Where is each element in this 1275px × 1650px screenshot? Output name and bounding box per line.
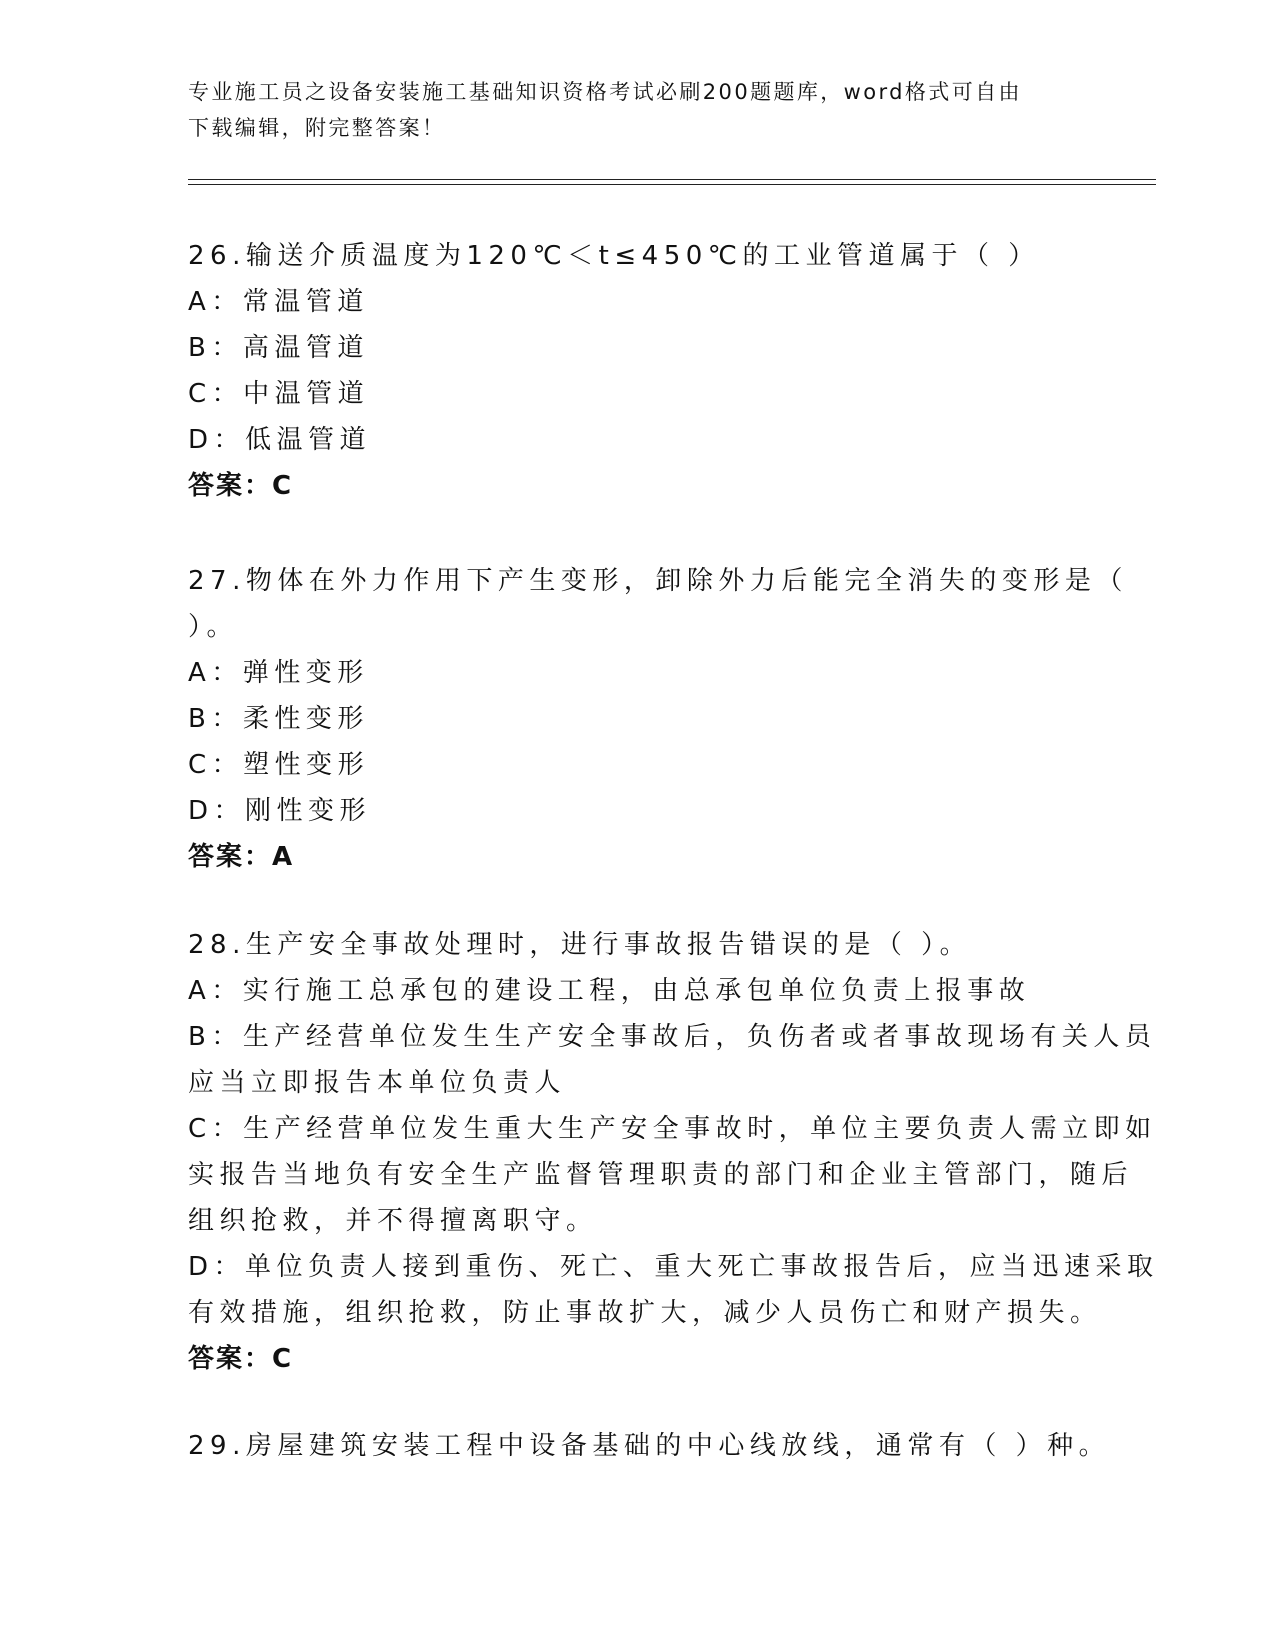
option-c: C：生产经营单位发生重大生产安全事故时，单位主要负责人需立即如 <box>188 1114 1157 1144</box>
header-divider-top <box>188 179 1156 180</box>
option-d-continued: 有效措施，组织抢救，防止事故扩大，减少人员伤亡和财产损失。 <box>188 1298 1102 1328</box>
question-stem: 27.物体在外力作用下产生变形，卸除外力后能完全消失的变形是（ <box>188 566 1128 596</box>
option-c-continued: 实报告当地负有安全生产监督管理职责的部门和企业主管部门，随后 <box>188 1160 1134 1190</box>
option-c: C：塑性变形 <box>188 750 370 780</box>
option-d: D：低温管道 <box>188 425 372 455</box>
question-27 <box>188 558 1128 880</box>
question-26 <box>188 233 1088 509</box>
option-c: C：中温管道 <box>188 379 370 409</box>
answer-label: 答案：C <box>188 1344 294 1374</box>
header-line-2: 下载编辑，附完整答案！ <box>188 116 446 140</box>
document-header <box>188 74 1078 146</box>
question-stem: 26.输送介质温度为120℃＜t≤450℃的工业管道属于（ ） <box>188 241 1040 271</box>
option-d: D：刚性变形 <box>188 796 372 826</box>
header-divider-bottom <box>188 184 1156 185</box>
option-b: B：生产经营单位发生生产安全事故后，负伤者或者事故现场有关人员 <box>188 1022 1157 1052</box>
question-28 <box>188 922 1159 1382</box>
option-c-continued: 组织抢救，并不得擅离职守。 <box>188 1206 598 1236</box>
option-a: A：常温管道 <box>188 287 369 317</box>
option-b: B：柔性变形 <box>188 704 369 734</box>
option-b: B：高温管道 <box>188 333 369 363</box>
answer-label: 答案：A <box>188 842 295 872</box>
question-stem-continued: ）。 <box>188 612 239 642</box>
answer-label: 答案：C <box>188 471 294 501</box>
question-stem: 29.房屋建筑安装工程中设备基础的中心线放线，通常有（ ）种。 <box>188 1431 1111 1461</box>
option-a: A：实行施工总承包的建设工程，由总承包单位负责上报事故 <box>188 976 1031 1006</box>
option-d: D：单位负责人接到重伤、死亡、重大死亡事故报告后，应当迅速采取 <box>188 1252 1159 1282</box>
option-a: A：弹性变形 <box>188 658 369 688</box>
header-line-1: 专业施工员之设备安装施工基础知识资格考试必刷200题题库，word格式可自由 <box>188 80 1022 104</box>
option-b-continued: 应当立即报告本单位负责人 <box>188 1068 567 1098</box>
question-stem: 28.生产安全事故处理时，进行事故报告错误的是（ ）。 <box>188 930 972 960</box>
question-29 <box>188 1423 1111 1469</box>
